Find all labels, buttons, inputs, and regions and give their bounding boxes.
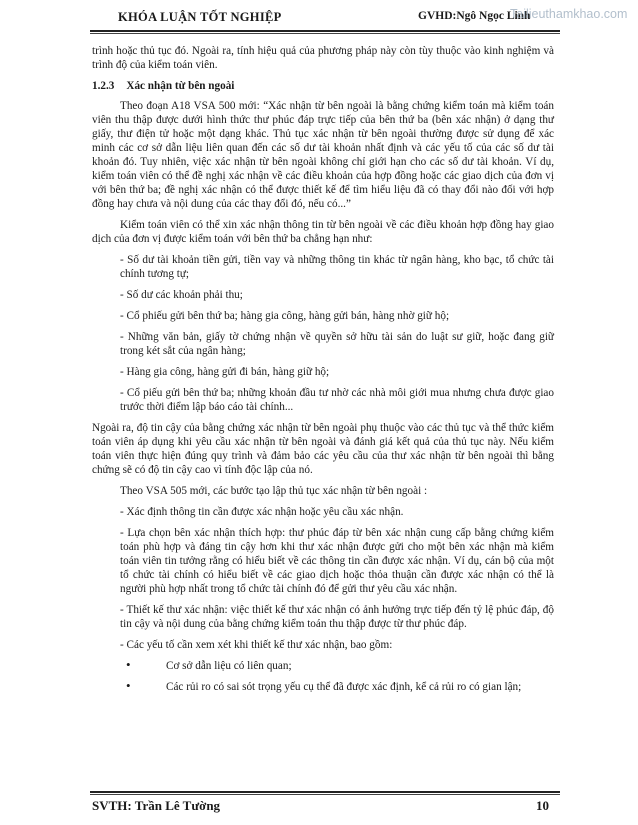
header-rule-thin	[90, 33, 560, 34]
header-title: KHÓA LUẬN TỐT NGHIỆP	[118, 10, 282, 24]
bullet-text: Cơ sở dẫn liệu có liên quan;	[166, 660, 292, 672]
page-body	[92, 44, 554, 701]
bullet-icon: •	[126, 678, 131, 693]
paragraph-intro: trình hoặc thủ tục đó. Ngoài ra, tính hiệu quả của phương pháp này còn tùy thuộc vào kinh nghiệm và trình độ của kiểm toán viên.	[92, 45, 554, 71]
list-item: - Số dư các khoản phải thu;	[120, 289, 243, 301]
paragraph-definition: Theo đoạn A18 VSA 500 mới: “Xác nhận từ bên ngoài là bằng chứng kiểm toán mà kiểm toán viên thu thập được dưới hình thức thư phúc đáp trực tiếp của bên thứ ba (bên xác nhận) ở dạng thư giấy, thư điện tử hoặc một dạng khác. Thủ tục xác nhận từ bên ngoài thường được sử dụng để xác minh các cơ sở dẫn liệu liên quan đến các số dư tài khoản nhất định và các yếu tố của các số dư tài khoản đó. Tuy nhiên, việc xác nhận từ bên ngoài không chỉ giới hạn cho các số dư tài khoản. Ví dụ, kiểm toán viên có thể đề nghị xác nhận về các điều khoản của hợp đồng hoặc các giao dịch của đơn vị với bên thứ ba; đề nghị xác nhận có thể được thiết kế để tìm hiểu liệu đã có thay đổi nào đối với hợp đồng hay chưa và nội dung của các thay đổi đó, nếu có...”	[92, 100, 554, 210]
list-item: - Những văn bản, giấy tờ chứng nhận về quyền sở hữu tài sản do luật sư giữ, hoặc đang giữ trong két sắt của ngân hàng;	[120, 331, 554, 357]
list-item: - Các yếu tố cần xem xét khi thiết kế thư xác nhận, bao gồm:	[120, 639, 393, 651]
list-item: - Lựa chọn bên xác nhận thích hợp: thư phúc đáp từ bên xác nhận cung cấp bằng chứng kiểm toán phù hợp và đáng tin cậy hơn khi thư xác nhận được gửi cho một bên xác nhận mà kiểm toán viên tin tưởng rằng có hiểu biết về các thông tin cần được xác nhận. Ví dụ, cán bộ của một tổ chức tài chính có hiểu biết về các giao dịch hoặc thỏa thuận cần được xác nhận có thể là người phù hợp nhất trong tổ chức tài chính đó để gửi thư yêu cầu xác nhận.	[120, 527, 554, 595]
bullet-icon: •	[126, 657, 131, 672]
list-item: - Xác định thông tin cần được xác nhận hoặc yêu cầu xác nhận.	[120, 506, 404, 518]
section-title: Xác nhận từ bên ngoài	[126, 80, 235, 92]
footer-rule-thin	[90, 794, 560, 795]
list-item: - Cổ piếu gửi bên thứ ba; những khoản đầu tư nhờ các nhà môi giới mua nhưng chưa được giao trước thời điểm lập báo cáo tài chính...	[120, 387, 554, 413]
footer-student: SVTH: Trần Lê Tường	[92, 798, 221, 813]
section-heading	[92, 79, 554, 93]
footer-rule	[90, 791, 560, 793]
section-number: 1.2.3	[92, 80, 115, 92]
watermark: Tailieuthamkhao.com	[510, 7, 628, 21]
list-item: - Số dư tài khoản tiền gửi, tiền vay và những thông tin khác từ ngân hàng, kho bạc, tổ chức tài chính tương tự;	[120, 254, 554, 280]
header-advisor: GVHD:Ngô Ngọc Linh	[418, 10, 531, 22]
bullet-text: Các rủi ro có sai sót trọng yếu cụ thể đã được xác định, kể cả rủi ro có gian lận;	[166, 681, 522, 693]
list-item: - Hàng gia công, hàng gửi đi bán, hàng giữ hộ;	[120, 366, 330, 378]
list-item: - Cổ phiếu gửi bên thứ ba; hàng gia công, hàng gửi bán, hàng nhờ giữ hộ;	[120, 310, 450, 322]
paragraph-reliability: Ngoài ra, độ tin cậy của bằng chứng xác nhận từ bên ngoài phụ thuộc vào các thủ tục và thể thức kiểm toán viên áp dụng khi yêu cầu xác nhận từ bên ngoài và đánh giá kết quả của thủ tục này. Nếu kiểm toán viên thực hiện đúng quy trình và đảm bảo các yêu cầu của thư xác nhận từ bên ngoài thì bằng chứng sẽ có độ tin cậy cao vì tính độc lập của nó.	[92, 422, 554, 476]
paragraph-examples-intro: Kiểm toán viên có thể xin xác nhận thông tin từ bên ngoài về các điều khoản hợp đồng hay giao dịch của đơn vị được kiểm toán với bên thứ ba chẳng hạn như:	[92, 219, 554, 245]
paragraph-steps-intro: Theo VSA 505 mới, các bước tạo lập thủ tục xác nhận từ bên ngoài :	[120, 485, 428, 497]
bullet-item	[92, 680, 554, 694]
page-number: 10	[536, 798, 549, 813]
header-rule	[90, 30, 560, 32]
bullet-item	[92, 659, 554, 673]
list-item: - Thiết kế thư xác nhận: việc thiết kế thư xác nhận có ảnh hưởng trực tiếp đến tỷ lệ phúc đáp, độ tin cậy và nội dung của bằng chứng kiểm toán thu thập được từ thư phúc đáp.	[120, 604, 554, 630]
